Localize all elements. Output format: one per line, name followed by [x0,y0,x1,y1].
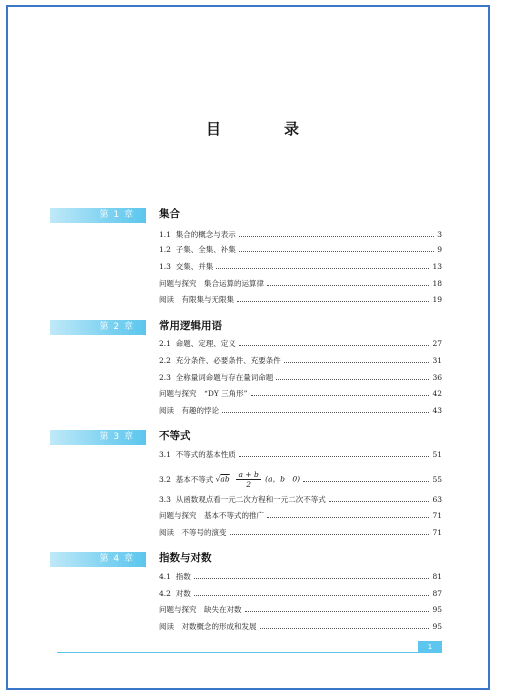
entry-page: 19 [432,295,442,304]
entry-text: 充分条件、必要条件、充要条件 [175,356,281,365]
toc-entry[interactable] [159,470,442,488]
leader-dots [267,510,429,518]
toc-entry[interactable] [159,294,442,306]
entry-text: 对数 [175,589,191,598]
toc-entry[interactable] [159,604,442,616]
page-title: 目 录 [205,120,323,138]
entry-page: 3 [437,230,442,239]
toc-entry[interactable] [159,355,442,367]
entry-text: 从函数观点看一元二次方程和一元二次不等式 [175,495,326,504]
chapter-label: 第 3 章 [50,430,146,445]
entry-page: 31 [432,356,442,365]
toc-entry[interactable] [159,621,442,633]
formula-condition: (a，b 0) [265,474,301,484]
entry-number: 3.2 [159,474,171,484]
entry-text: 问题与探究 集合运算的运算律 [159,279,264,288]
toc-entry[interactable] [159,372,442,384]
entry-text: 不等式的基本性质 [175,450,236,459]
entry-number: 2.3 [159,373,171,382]
entry-page: 63 [432,495,442,504]
entry-page: 13 [432,262,442,271]
entry-page: 95 [432,622,442,631]
leader-dots [284,355,430,363]
toc-entry[interactable] [159,244,442,256]
entry-page: 95 [432,605,442,614]
page-number: 1 [418,641,442,653]
leader-dots [194,571,430,579]
leader-dots [260,621,430,629]
entry-text: 阅读 对数概念的形成和发展 [159,622,257,631]
toc-entry[interactable] [159,510,442,522]
chapter-title: 常用逻辑用语 [159,320,222,332]
toc-entry[interactable] [159,338,442,350]
formula-fraction [236,470,260,489]
chapter-title: 不等式 [159,430,191,442]
entry-text: 问题与探究 缺失在对数 [159,605,242,614]
entry-number: 1.1 [159,230,171,239]
leader-dots [222,405,429,413]
entry-page: 55 [432,474,442,484]
leader-dots [237,294,429,302]
entry-number: 4.2 [159,589,171,598]
toc-entry[interactable] [159,388,442,400]
entry-page: 87 [432,589,442,598]
entry-number: 3.1 [159,450,171,459]
entry-page: 9 [437,245,442,254]
leader-dots [276,372,429,380]
footer-rule [57,652,442,653]
toc-entry[interactable] [159,588,442,600]
fraction-denominator: 2 [246,480,251,489]
entry-page: 43 [432,406,442,415]
entry-page: 18 [432,279,442,288]
toc-entry[interactable] [159,261,442,273]
chapter-label: 第 2 章 [50,320,146,335]
entry-page: 51 [432,450,442,459]
entry-number: 2.2 [159,356,171,365]
leader-dots [251,388,430,396]
entry-text: 阅读 不等号的演变 [159,528,227,537]
leader-dots [329,494,430,502]
leader-dots [267,278,429,286]
entry-text: 全称量词命题与存在量词命题 [175,373,274,382]
fraction-numerator: a + b [238,470,259,479]
leader-dots [216,261,429,269]
entry-text: 问题与探究 “DY 三角形” [159,389,248,398]
toc-entry[interactable] [159,449,442,461]
entry-text: 指数 [175,572,191,581]
entry-text: 基本不等式 [175,474,214,484]
entry-text: 问题与探究 基本不等式的推广 [159,511,264,520]
entry-page: 81 [432,572,442,581]
entry-text: 命题、定理、定义 [175,339,236,348]
entry-page: 36 [432,373,442,382]
entry-text: 阅读 有限集与无限集 [159,295,234,304]
formula-sqrt: ab [220,474,230,484]
entry-text: 集合的概念与表示 [175,230,236,239]
entry-number: 1.3 [159,262,171,271]
chapter-title: 指数与对数 [159,552,212,564]
toc-entry[interactable] [159,494,442,506]
chapter-label: 第 1 章 [50,208,146,223]
entry-text: 子集、全集、补集 [175,245,236,254]
toc-entry[interactable] [159,571,442,583]
entry-page: 42 [432,389,442,398]
leader-dots [239,229,435,237]
leader-dots [239,449,430,457]
toc-entry[interactable] [159,527,442,539]
entry-text: 交集、并集 [175,262,214,271]
entry-page: 27 [432,339,442,348]
formula: √ab $\frac{a + b}{2}$ (a，b 0) [213,470,301,489]
entry-number: 2.1 [159,339,171,348]
entry-page: 71 [432,511,442,520]
chapter-title: 集合 [159,208,180,220]
toc-entry[interactable] [159,405,442,417]
entry-number: 3.3 [159,495,171,504]
entry-number: 4.1 [159,572,171,581]
leader-dots [245,604,430,612]
entry-text: 阅读 有趣的悖论 [159,406,219,415]
leader-dots [239,338,430,346]
leader-dots [303,474,429,482]
chapter-label: 第 4 章 [50,552,146,567]
entry-page: 71 [432,528,442,537]
toc-entry[interactable] [159,278,442,290]
toc-entry[interactable] [159,229,442,241]
entry-number: 1.2 [159,245,171,254]
leader-dots [230,527,430,535]
leader-dots [239,244,435,252]
leader-dots [194,588,430,596]
